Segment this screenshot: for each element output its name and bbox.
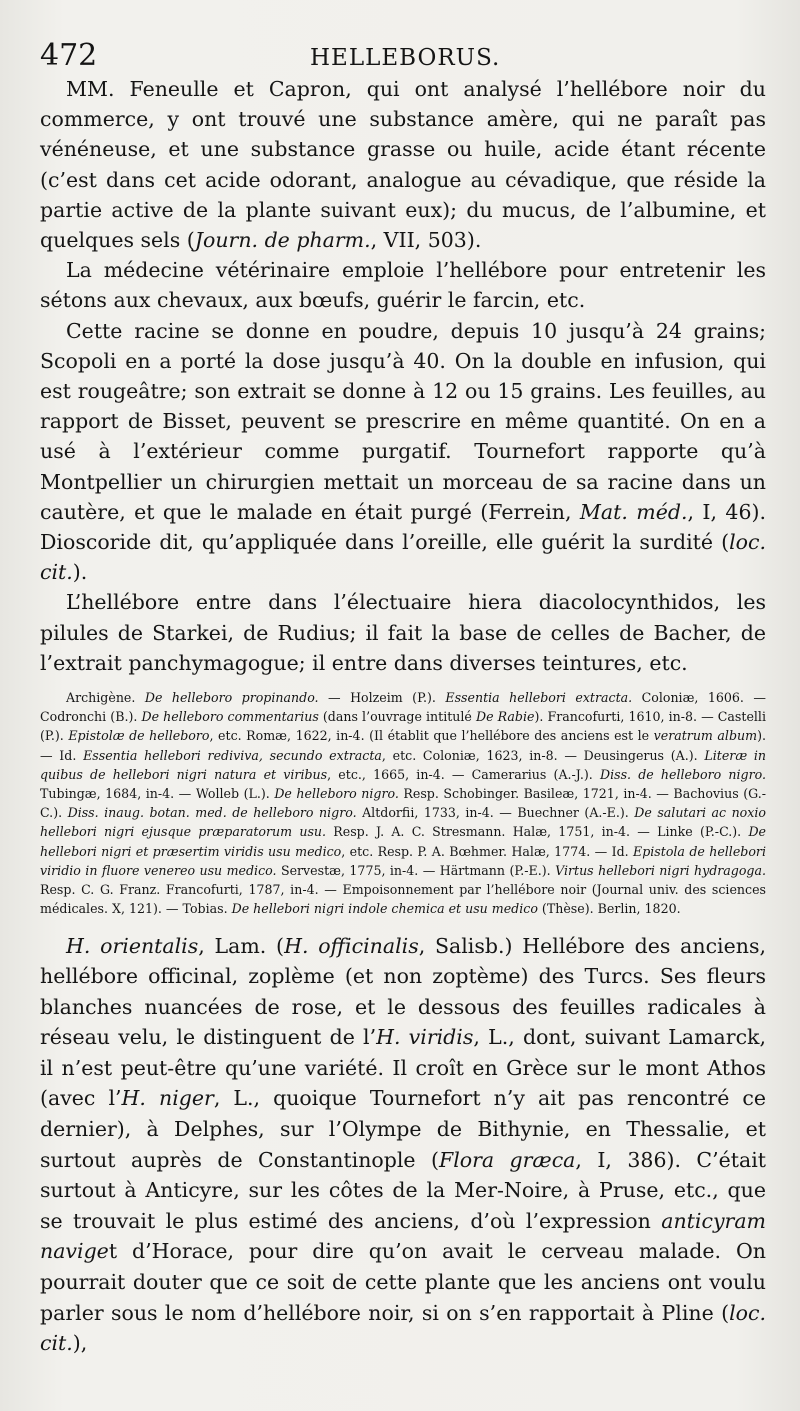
italic-text: H. niger [121, 1086, 214, 1111]
text-run: Archigène. [66, 690, 145, 706]
italic-text: anticyram navige [40, 1208, 766, 1264]
text-run: (dans l’ouvrage intitulé [318, 709, 476, 725]
paragraph [40, 316, 766, 588]
italic-text: Flora græca [438, 1147, 576, 1172]
text-run: , L., dont, suivant Lamarck, il n’est peut-être qu’une variété. Il croît en Grèce sur le mont Athos (avec l’ [40, 1025, 766, 1111]
text-run: MM. Feneulle et Capron, qui ont analysé l’hellébore noir du commerce, y ont trouvé une substance amère, qui ne paraît pas vénéneuse, et une substance grasse ou huile, acide étant récente (c’est dans cet acide odorant, analogue au cévadique, que réside la partie active de la plante suivant eux); du mucus, de l’albumine, et quelques sels ( [40, 77, 766, 253]
text-run: ). — Id. [40, 728, 766, 763]
paragraph [40, 587, 766, 678]
italic-text: H. orientalis [66, 933, 199, 958]
italic-text: De salutari ac noxio hellebori nigri ejusque præparatorum usu. [40, 805, 766, 840]
text-run: Tubingæ, 1684, in-4. — Wolleb (L.). [40, 786, 275, 802]
text-run: La médecine vétérinaire emploie l’hellébore pour entretenir les sétons aux chevaux, aux bœufs, guérir le farcin, etc. [40, 258, 766, 313]
species-paragraph [40, 931, 766, 1359]
text-run: , etc. Resp. P. A. Bœhmer. Halæ, 1774. — Id. [341, 843, 634, 859]
paragraph [40, 255, 766, 315]
running-title: HELLEBORUS. [310, 45, 501, 71]
text-run: , etc., 1665, in-4. — Camerarius (A.-J.). [327, 766, 600, 782]
italic-text: veratrum album [653, 728, 758, 744]
italic-text: Epistolæ de helleboro [68, 728, 210, 744]
main-text [40, 74, 766, 678]
italic-text: Diss. inaug. botan. med. de helleboro nigro. [67, 805, 357, 821]
text-run: , I, 386). C’était surtout à Anticyre, sur les côtes de la Mer-Noire, à Pruse, etc., que se trouvait le plus estimé des anciens, d’où l’expression [40, 1147, 766, 1233]
italic-text: De Rabie [475, 709, 535, 725]
page-header [40, 38, 766, 74]
italic-text: loc. cit. [40, 530, 766, 585]
italic-text: De helleboro nigro. [274, 786, 399, 802]
italic-text: Literæ in quibus de hellebori nigri natura et viribus [40, 747, 767, 782]
text-run: , etc. Romæ, 1622, in-4. (Il établit que l’hellébore des anciens est le [209, 728, 654, 744]
text-run: L’hellébore entre dans l’électuaire hiera diacolocynthidos, les pilules de Starkei, de Rudius; il fait la base de celles de Bacher, de l’extrait panchymagogue; il entre dans diverses teintures, etc. [40, 590, 766, 675]
text-run: Coloniæ, 1606. — Codronchi (B.). [40, 690, 766, 725]
text-run: Resp. J. A. C. Stresmann. Halæ, 1751, in-4. — Linke (P.-C.). [326, 824, 749, 840]
italic-text: Epistola de hellebori viridio in fluore venereo usu medico. [40, 843, 766, 878]
text-run: (Thèse). Berlin, 1820. [537, 901, 681, 917]
text-run: ). Francofurti, 1610, in-8. — Castelli (P.). [40, 709, 766, 744]
page-number: 472 [40, 38, 98, 73]
text-run: Resp. C. G. Franz. Francofurti, 1787, in-4. — Empoisonnement par l’hellébore noir (Journal univ. des sciences médicales. X, 121). — Tobias. [40, 882, 766, 917]
italic-text: De hellebori nigri indole chemica et usu medico [231, 901, 538, 917]
text-run: Cette racine se donne en poudre, depuis 10 jusqu’à 24 grains; Scopoli en a porté la dose jusqu’à 40. On la double en infusion, qui est rougeâtre; son extrait se donne à 12 ou 15 grains. Les feuilles, au rapport de Bisset, peuvent se prescrire en même quantité. On en a usé à l’extérieur comme purgatif. Tournefort rapporte qu’à Montpellier un chirurgien mettait un morceau de sa racine dans un cautère, et que le malade en était purgé (Ferrein, [40, 318, 766, 524]
italic-text: Essentia hellebori rediviva, secundo extracta [83, 747, 382, 763]
text-run: t d’Horace, pour dire qu’on avait le cerveau malade. On pourrait douter que ce soit de cette plante que les anciens ont voulu parler sous le nom d’hellébore noir, si on s’en rapportait à Pline ( [40, 1239, 766, 1325]
italic-text: H. officinalis [284, 933, 419, 958]
italic-text: De helleboro commentarius [141, 709, 319, 725]
text-run: Resp. Schobinger. Basileæ, 1721, in-4. — Bachovius (G.-C.). [40, 786, 766, 821]
italic-text: Mat. méd. [579, 499, 688, 524]
text-run: , L., quoique Tournefort n’y ait pas rencontré ce dernier), à Delphes, sur l’Olympe de Bithynie, en Thessalie, et surtout auprès de Constantinople ( [40, 1086, 766, 1172]
text-run: , I, 46). Dioscoride dit, qu’appliquée dans l’oreille, elle guérit la surdité ( [40, 499, 766, 555]
text-run: , etc. Coloniæ, 1623, in-8. — Deusingerus (A.). [381, 747, 705, 763]
italic-text: loc. cit. [40, 1300, 766, 1356]
text-run: , Lam. ( [198, 933, 285, 958]
italic-text: Journ. de pharm. [194, 228, 371, 253]
text-run: Servestæ, 1775, in-4. — Härtmann (P.-E.). [276, 862, 556, 878]
italic-text: H. viridis [376, 1025, 474, 1050]
italic-text: De hellebori nigri et præsertim viridis usu medico [40, 824, 766, 859]
bibliography-block [40, 688, 766, 918]
text-run: , VII, 503). [370, 228, 482, 253]
italic-text: Essentia hellebori extracta. [445, 690, 633, 706]
text-run: Altdorfii, 1733, in-4. — Buechner (A.-E.). [356, 805, 635, 821]
bibliography-text [40, 688, 766, 918]
italic-text: De helleboro propinando. [144, 690, 319, 706]
italic-text: Virtus hellebori nigri hydragoga. [555, 862, 766, 878]
text-run: ), [72, 1331, 88, 1356]
text-run: — Holzeim (P.). [318, 690, 446, 706]
text-run: , Salisb.) Hellébore des anciens, hellébore officinal, zoplème (et non zoptème) des Turcs. Ses fleurs blanches nuancées de rose, et le dessous des feuilles radicales à réseau velu, le distinguent de l’ [40, 933, 766, 1050]
paragraph [40, 74, 766, 255]
text-run: ). [72, 560, 88, 585]
italic-text: Diss. de helleboro nigro. [599, 766, 767, 782]
